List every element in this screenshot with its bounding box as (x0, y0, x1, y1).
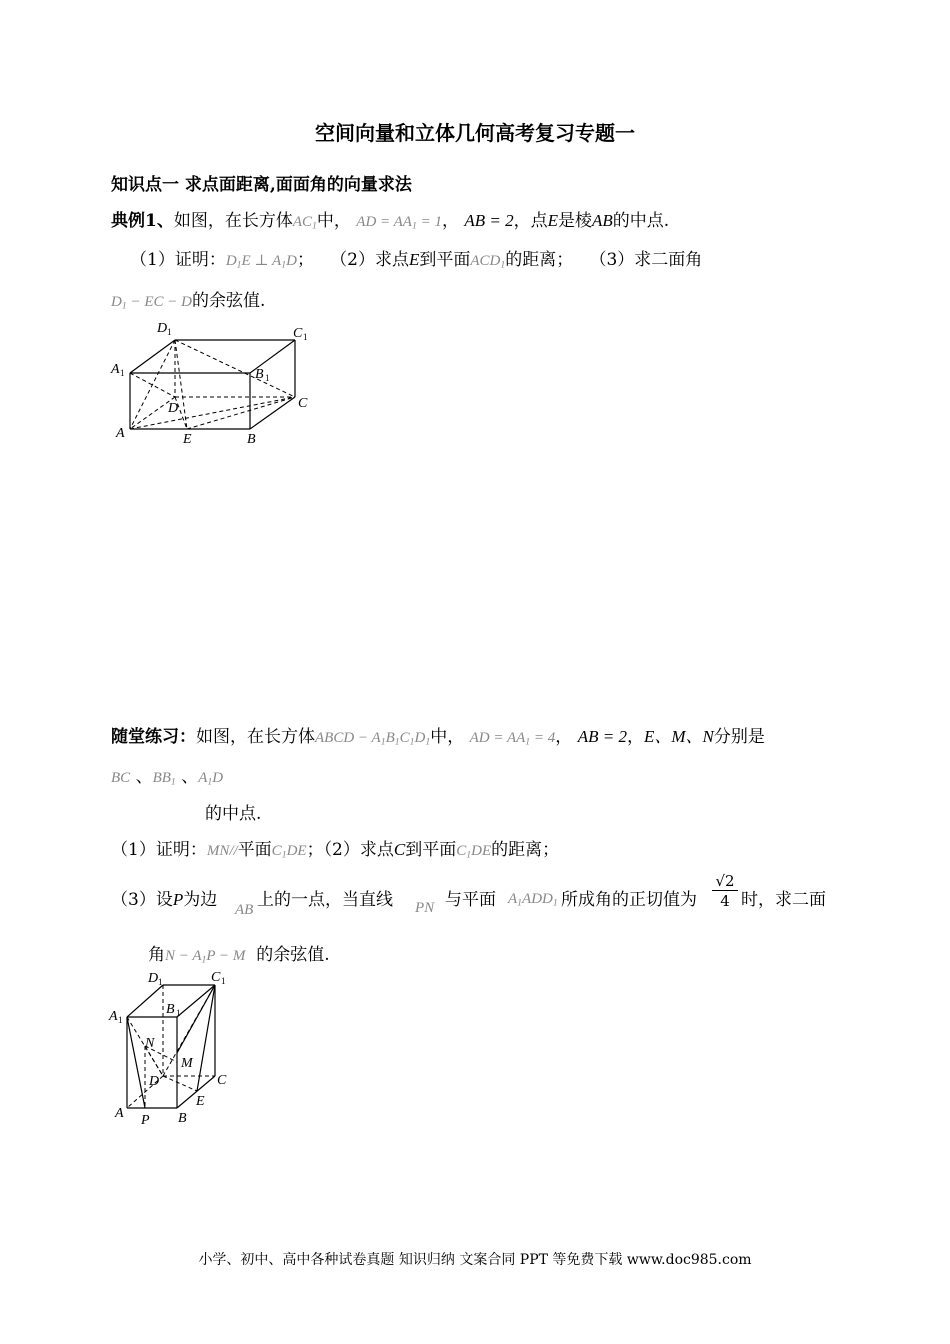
fig2-label-c1: C (211, 970, 221, 985)
example1-edge-ab: AB (592, 211, 613, 230)
practice-intro: 如图，在长方体 (196, 727, 315, 747)
practice-colon: ： (179, 727, 196, 747)
practice-q2-point: C (393, 840, 406, 859)
practice-q1-plane: $C_1DE$ (271, 843, 307, 861)
practice-q3-fraction (712, 872, 738, 911)
fig1-label-a1: A (111, 362, 120, 377)
practice-q3-expr: $N - A_1P - M$ (165, 948, 246, 966)
practice-points (111, 762, 223, 787)
fig2-label-p: P (141, 1113, 150, 1128)
fraction-numerator: √2 (712, 872, 738, 891)
fig2-label-b: B (178, 1111, 187, 1126)
fraction-denominator: 4 (720, 892, 730, 910)
practice-q1-num: （1）证明： (111, 840, 207, 860)
example1-q1-num: （1）证明： (130, 250, 226, 270)
svg-text:1: 1 (120, 368, 125, 378)
practice-q3-edge: 为边 (183, 890, 218, 910)
fig2-label-n: N (145, 1036, 155, 1051)
practice-q3-plane-expr: $A_1ADD_1$ (508, 891, 558, 909)
practice-q3-plane: 与平面 (445, 890, 496, 910)
example1-q3-tail: 的余弦值. (191, 291, 266, 311)
practice-q2-dist: 的距离； (491, 840, 560, 860)
example1-intro: 如图，在长方体 (173, 211, 293, 231)
practice-q1-expr: MN// (206, 843, 238, 859)
svg-text:1: 1 (176, 1008, 181, 1018)
example1-comma2: ，点 (513, 211, 548, 231)
practice-q3 (111, 885, 217, 910)
section-heading: 知识点一 求点面距离,面面角的向量求法 (111, 175, 412, 195)
svg-text:1: 1 (158, 977, 163, 987)
practice-zhong: 中， (430, 727, 465, 747)
practice-q3-tail: 的余弦值. (256, 945, 330, 965)
fig2-label-a: A (115, 1106, 124, 1121)
fig2-label-d: D (149, 1074, 160, 1089)
example1-shi-leng: 是棱 (558, 211, 593, 231)
fig1-label-b: B (247, 432, 256, 447)
practice-q3-ab: AB (235, 902, 254, 918)
practice-q3-when: 时，求二面 (741, 890, 826, 910)
example1-q3-line (111, 286, 265, 311)
fig1-label-b1: B (255, 367, 264, 382)
example1-comma1: ， (441, 211, 459, 231)
practice-q3-p: P (172, 890, 184, 909)
example1-cond2: AB = 2 (464, 211, 514, 230)
figure-cuboid-1 (105, 315, 320, 450)
example1-q2-point: E (408, 250, 420, 269)
svg-text:1: 1 (265, 373, 270, 383)
practice-resp: 分别是 (713, 727, 765, 747)
example1-point-e: E (547, 211, 559, 230)
page-footer: 小学、初中、高中各种试卷真题 知识归纳 文案合同 PPT 等免费下载 www.doc985.com (198, 1252, 752, 1268)
example1-questions (130, 245, 702, 270)
svg-text:1: 1 (118, 1015, 123, 1025)
fig1-label-d1: D (157, 321, 168, 336)
example1-semi1: ； (296, 250, 314, 270)
practice-q3-point: 上的一点，当直线 (257, 890, 393, 910)
svg-text:1: 1 (167, 327, 172, 337)
practice-cond2: AB = 2 (577, 727, 627, 746)
practice-solid: ABCD − $A_1B_1C_1D_1$ (315, 730, 431, 748)
fig1-label-e: E (183, 432, 192, 447)
example1-solid: $AC_1$ (292, 214, 317, 232)
fig2-label-m: M (181, 1056, 193, 1071)
fig1-label-a: A (116, 426, 125, 441)
practice-comma1: ， (555, 727, 573, 747)
example1-cond1: AD = $AA_1 = 1$ (356, 214, 442, 232)
practice-q3-angle: 所成角的正切值为 (561, 890, 697, 910)
example1-zhong: 中， (316, 211, 351, 231)
practice-q2-plane: $C_1DE$ (456, 843, 492, 861)
fig1-label-c1: C (293, 326, 303, 341)
fig2-label-d1: D (148, 971, 159, 986)
example1-q2-plane: $ACD_1$ (470, 253, 506, 271)
practice-dun1: 、 (135, 767, 153, 787)
practice-q1-q2 (111, 835, 559, 860)
example1-sep: 、 (156, 211, 174, 231)
practice-dun2: 、 (181, 767, 199, 787)
practice-q3-line2 (148, 940, 330, 965)
practice-bc: BC (111, 770, 131, 786)
practice-midpoint: 的中点. (205, 804, 262, 824)
fig1-label-d: D (168, 401, 179, 416)
fig2-label-e: E (196, 1094, 205, 1109)
fig2-label-b1: B (166, 1002, 175, 1017)
practice-q2-num: （2）求点 (323, 840, 394, 860)
practice-a1d: $A_1D$ (198, 770, 224, 788)
example1-q2-to: 到平面 (419, 250, 471, 270)
fig1-label-c: C (298, 396, 308, 411)
fig2-label-c: C (217, 1073, 227, 1088)
example1-label: 典例1 (111, 211, 157, 231)
practice-q3-num: （3）设 (111, 890, 173, 910)
example1-q2-dist: 的距离； (505, 250, 574, 270)
svg-text:1: 1 (303, 332, 308, 342)
example1-q2-num: （2）求点 (330, 250, 409, 270)
figure-cuboid-2 (105, 965, 240, 1130)
practice-q2-to: 到平面 (405, 840, 457, 860)
example1-midpoint: 的中点. (612, 211, 670, 231)
practice-q3-pn: PN (415, 900, 435, 916)
practice-emn: E、M、N (643, 727, 714, 746)
practice-bb1: $BB_1$ (152, 770, 176, 788)
example1-statement (111, 206, 669, 231)
example1-q3-expr: $D_1$ − EC − D (111, 294, 192, 312)
fig2-label-a1: A (109, 1009, 118, 1024)
practice-comma2: ， (626, 727, 644, 747)
practice-semi1: ； (306, 840, 324, 860)
example1-q3-num: （3）求二面角 (589, 250, 703, 270)
practice-q3-jiao: 角 (148, 945, 165, 965)
example1-q1-expr: $D_1E$ ⊥ $A_1D$ (225, 253, 297, 271)
practice-label: 随堂练习 (111, 727, 179, 747)
page-title: 空间向量和立体几何高考复习专题一 (315, 121, 635, 145)
practice-cond1: AD = $AA_1 = 4$ (469, 730, 556, 748)
svg-text:1: 1 (221, 976, 226, 986)
practice-q1-plane-word: 平面 (237, 840, 272, 860)
practice-statement (111, 722, 765, 747)
